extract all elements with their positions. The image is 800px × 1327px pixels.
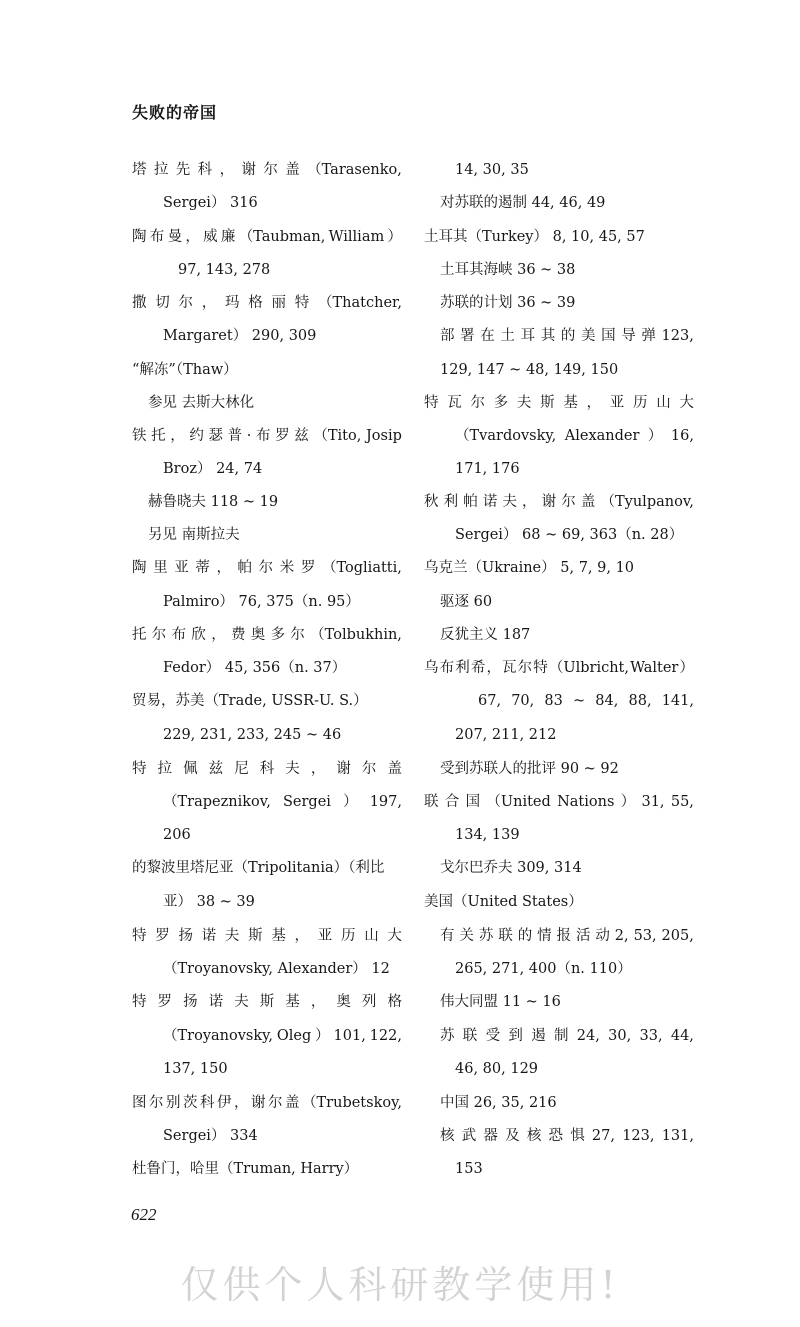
index-entry: 塔 拉 先 科 ， 谢 尔 盖 （Tarasenko, (132, 162, 402, 178)
index-entry: 特 罗 扬 诺 夫 斯 基 ， 亚 历 山 大 (132, 928, 402, 944)
index-entry: 特 罗 扬 诺 夫 斯 基 ， 奥 列 格 (132, 994, 402, 1010)
index-entry: 14, 30, 35 (455, 162, 529, 178)
index-entry: 杜鲁门，哈里（Truman, Harry） (132, 1161, 359, 1177)
index-entry: 171, 176 (455, 461, 520, 477)
page-number: 622 (131, 1205, 157, 1224)
index-entry: 铁 托 ， 约 瑟 普 · 布 罗 兹 （Tito, Josip (132, 428, 402, 444)
index-entry: 134, 139 (455, 827, 520, 843)
index-entry: 206 (163, 827, 191, 843)
index-entry: Sergei） 68 ~ 69, 363（n. 28） (455, 527, 684, 543)
index-entry: 陶 里 亚 蒂 ， 帕 尔 米 罗 （Togliatti, (132, 560, 402, 576)
index-entry: 托 尔 布 欣 ， 费 奥 多 尔 （Tolbukhin, (132, 627, 402, 643)
index-entry: 陶 布 曼 ， 威 廉 （Taubman, William ） (132, 229, 402, 245)
watermark-text: 仅供个人科研教学使用! (180, 1263, 620, 1307)
index-subentry: 核 武 器 及 核 恐 惧 27, 123, 131, (440, 1128, 694, 1144)
index-entry: 207, 211, 212 (455, 727, 557, 743)
index-entry: 的黎波里塔尼亚（Tripolitania）（利比 (132, 860, 385, 876)
index-entry: 秋 利 帕 诺 夫 ， 谢 尔 盖 （Tyulpanov, (424, 494, 694, 510)
index-entry: Margaret） 290, 309 (163, 328, 317, 344)
index-entry: Sergei） 316 (163, 195, 258, 211)
index-entry: （Tvardovsky, Alexander ） 16, (455, 428, 694, 444)
index-subentry: 土耳其海峡 36 ~ 38 (440, 262, 576, 278)
index-entry: （Troyanovsky, Alexander） 12 (163, 961, 390, 977)
index-subentry: 153 (455, 1161, 483, 1177)
index-subentry: 另见 南斯拉夫 (148, 527, 240, 543)
index-subentry: 反犹主义 187 (440, 627, 531, 643)
index-entry: 贸易，苏美（Trade, USSR-U. S.） (132, 693, 368, 709)
index-entry: 联 合 国 （United Nations ） 31, 55, (424, 794, 694, 810)
index-entry: Broz） 24, 74 (163, 461, 263, 477)
index-entry: 137, 150 (163, 1061, 228, 1077)
index-subentry: 中国 26, 35, 216 (440, 1095, 557, 1111)
index-subentry: 驱逐 60 (440, 594, 493, 610)
index-entry: 乌克兰（Ukraine） 5, 7, 9, 10 (424, 560, 635, 576)
index-entry: （Trapeznikov, Sergei ） 197, (163, 794, 402, 810)
index-subentry: 苏 联 受 到 遏 制 24, 30, 33, 44, (440, 1028, 694, 1044)
index-entry: 亚） 38 ~ 39 (163, 894, 255, 910)
index-subentry: 赫鲁晓夫 118 ~ 19 (148, 494, 279, 510)
index-entry: 图 尔 别 茨 科 伊 ， 谢 尔 盖 （Trubetskoy, (132, 1095, 402, 1111)
index-subentry: 戈尔巴乔夫 309, 314 (440, 860, 582, 876)
running-header: 失败的帝国 (132, 103, 218, 122)
index-subentry: 苏联的计划 36 ~ 39 (440, 295, 576, 311)
index-entry: 229, 231, 233, 245 ~ 46 (163, 727, 342, 743)
index-subentry: 伟大同盟 11 ~ 16 (440, 994, 561, 1010)
index-entry: 特 瓦 尔 多 夫 斯 基 ， 亚 历 山 大 (424, 395, 694, 411)
index-subentry: 有 关 苏 联 的 情 报 活 动 2, 53, 205, (440, 928, 694, 944)
index-entry: 美国（United States） (424, 894, 583, 910)
index-entry: Fedor） 45, 356（n. 37） (163, 660, 347, 676)
index-entry: 67, 70, 83 ~ 84, 88, 141, (478, 693, 694, 709)
index-entry: 特 拉 佩 兹 尼 科 夫 ， 谢 尔 盖 (132, 761, 402, 777)
index-subentry: 部 署 在 土 耳 其 的 美 国 导 弹 123, (440, 328, 694, 344)
index-entry: 97, 143, 278 (178, 262, 271, 278)
index-entry: 土耳其（Turkey） 8, 10, 45, 57 (424, 229, 645, 245)
index-subentry: 46, 80, 129 (455, 1061, 539, 1077)
index-entry: “解冻”（Thaw） (132, 362, 238, 378)
index-subentry: 受到苏联人的批评 90 ~ 92 (440, 761, 619, 777)
index-entry: （Troyanovsky, Oleg ） 101, 122, (163, 1028, 402, 1044)
index-entry: 乌 布 利 希 ， 瓦 尔 特 （Ulbricht, Walter ） (424, 660, 694, 676)
index-subentry: 129, 147 ~ 48, 149, 150 (440, 362, 619, 378)
index-entry: 撒 切 尔 ， 玛 格 丽 特 （Thatcher, (132, 295, 402, 311)
index-subentry: 对苏联的遏制 44, 46, 49 (440, 195, 606, 211)
index-entry: Palmiro） 76, 375（n. 95） (163, 594, 360, 610)
index-subentry: 265, 271, 400（n. 110） (455, 961, 632, 977)
index-entry: Sergei） 334 (163, 1128, 258, 1144)
index-subentry: 参见 去斯大林化 (148, 395, 255, 411)
